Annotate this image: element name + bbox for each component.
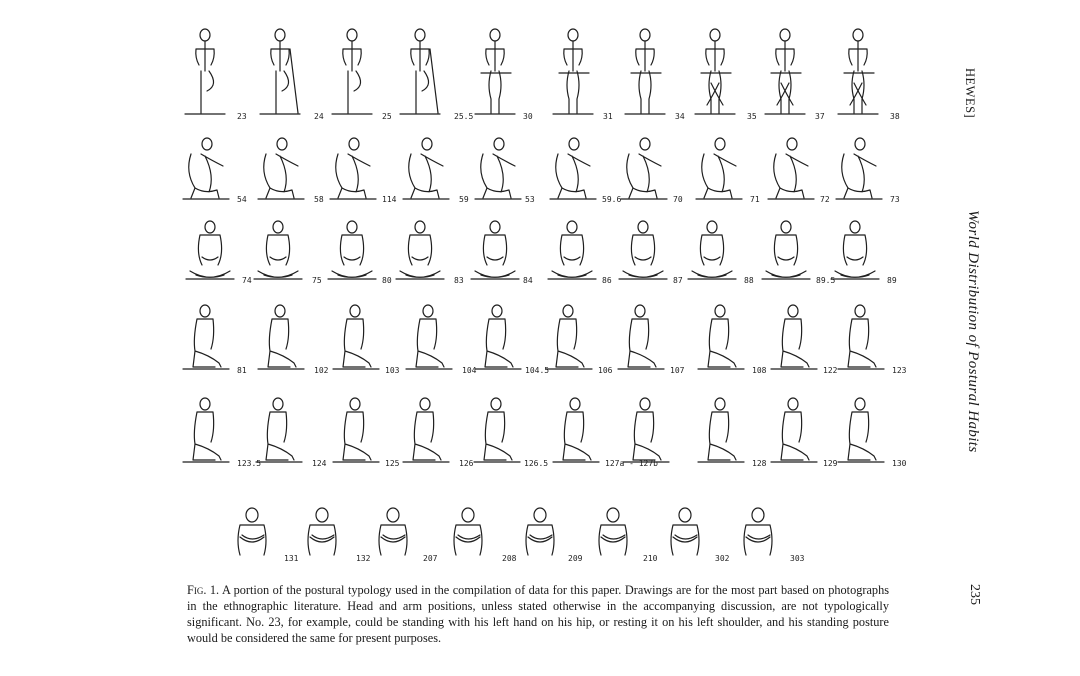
running-head: HEWES] xyxy=(963,68,977,119)
posture-number-label: 75 xyxy=(312,276,322,285)
posture-number-label: 124 xyxy=(312,459,327,468)
posture-drawing xyxy=(332,29,392,121)
posture-number-label: 81 xyxy=(237,366,247,375)
posture-number-label: 70 xyxy=(673,195,683,204)
posture-number-label: 303 xyxy=(790,554,805,563)
caption-text: A portion of the postural typology used in the compilation of data for this paper. Drawings are for the most part based on photographs in the ethnographic literature. Head and arm positions, unless stated otherwise in the accompanying discussion, are not typologically significant. No. 23, for example, could be standing with his left hand on his hip, or resting it on his left shoulder, and his standing posture would be considered the same for present purposes. xyxy=(187,583,889,645)
posture-drawing xyxy=(183,398,261,468)
posture-number-label: 54 xyxy=(237,195,247,204)
posture-number-label: 38 xyxy=(890,112,900,121)
posture-number-label: 207 xyxy=(423,554,438,563)
posture-drawing xyxy=(619,221,683,285)
posture-drawing xyxy=(186,221,252,285)
posture-drawing xyxy=(258,138,324,204)
posture-drawing xyxy=(618,305,685,375)
posture-drawing xyxy=(771,398,838,468)
posture-number-label: 25.5 xyxy=(454,112,474,121)
posture-drawing xyxy=(238,508,299,563)
posture-drawing xyxy=(744,508,805,563)
posture-drawing xyxy=(475,29,533,121)
posture-drawing xyxy=(698,305,767,375)
posture-number-label: 34 xyxy=(675,112,685,121)
page-number: 235 xyxy=(967,584,982,605)
posture-drawing xyxy=(838,398,907,468)
posture-drawing xyxy=(403,398,474,468)
posture-drawing xyxy=(475,305,549,375)
posture-number-label: 86 xyxy=(602,276,612,285)
posture-number-label: 83 xyxy=(454,276,464,285)
posture-drawing xyxy=(474,398,548,468)
posture-number-label: 108 xyxy=(752,366,767,375)
posture-number-label: 104.5 xyxy=(525,366,550,375)
posture-drawing xyxy=(260,29,324,121)
posture-number-label: 89 xyxy=(887,276,897,285)
posture-drawing xyxy=(400,29,473,121)
posture-number-label: 104 xyxy=(462,366,477,375)
posture-drawing xyxy=(183,138,247,204)
posture-number-label: 71 xyxy=(750,195,760,204)
posture-drawing xyxy=(330,138,397,204)
posture-drawing xyxy=(838,305,907,375)
posture-number-label: 30 xyxy=(523,112,533,121)
posture-number-label: 37 xyxy=(815,112,825,121)
posture-drawing xyxy=(599,508,658,563)
posture-number-label: 132 xyxy=(356,554,371,563)
posture-drawing xyxy=(695,29,757,121)
posture-drawing xyxy=(546,305,613,375)
posture-number-label: 58 xyxy=(314,195,324,204)
posture-drawing xyxy=(696,138,760,204)
posture-number-label: 72 xyxy=(820,195,830,204)
posture-drawing xyxy=(333,398,400,468)
posture-drawing xyxy=(762,221,835,285)
posture-drawing xyxy=(454,508,517,563)
posture-number-label: 59.6 xyxy=(602,195,622,204)
posture-number-label: 125 xyxy=(385,459,400,468)
posture-number-label: 24 xyxy=(314,112,324,121)
posture-number-label: 31 xyxy=(603,112,613,121)
posture-drawing xyxy=(396,221,464,285)
posture-drawing xyxy=(768,138,830,204)
posture-drawing xyxy=(765,29,825,121)
posture-drawing xyxy=(258,305,329,375)
posture-number-label: 53 xyxy=(525,195,535,204)
posture-number-label: 126 xyxy=(459,459,474,468)
posture-number-label: 102 xyxy=(314,366,329,375)
posture-drawing xyxy=(623,398,669,462)
running-title: World Distribution of Postural Habits xyxy=(965,210,981,453)
posture-number-label: 74 xyxy=(242,276,252,285)
posture-number-label: 73 xyxy=(890,195,900,204)
posture-number-label: 210 xyxy=(643,554,658,563)
posture-number-label: 103 xyxy=(385,366,400,375)
posture-drawing xyxy=(548,221,612,285)
posture-drawing xyxy=(625,29,685,121)
posture-drawing xyxy=(471,221,533,285)
posture-number-label: 128 xyxy=(752,459,767,468)
posture-number-label: 126.5 xyxy=(524,459,549,468)
posture-number-label: 131 xyxy=(284,554,299,563)
posture-drawing xyxy=(621,138,683,204)
posture-drawing xyxy=(403,138,469,204)
posture-drawing xyxy=(838,29,900,121)
posture-drawing xyxy=(256,398,327,468)
posture-number-label: 23 xyxy=(237,112,247,121)
posture-drawing xyxy=(836,138,900,204)
posture-number-label: 35 xyxy=(747,112,757,121)
posture-number-label: 129 xyxy=(823,459,838,468)
posture-drawing xyxy=(406,305,477,375)
posture-number-label: 80 xyxy=(382,276,392,285)
posture-drawing xyxy=(553,29,613,121)
posture-number-label: 123 xyxy=(892,366,907,375)
posture-number-label: 209 xyxy=(568,554,583,563)
posture-drawing xyxy=(333,305,400,375)
posture-drawing xyxy=(185,29,247,121)
posture-number-label: 114 xyxy=(382,195,397,204)
posture-drawing xyxy=(526,508,583,563)
posture-drawing xyxy=(475,138,535,204)
posture-number-label: 84 xyxy=(523,276,533,285)
posture-number-label: 107 xyxy=(670,366,685,375)
posture-drawing xyxy=(698,398,767,468)
posture-number-label: 25 xyxy=(382,112,392,121)
posture-number-label: 122 xyxy=(823,366,838,375)
posture-drawing xyxy=(671,508,730,563)
posture-number-label: 130 xyxy=(892,459,907,468)
posture-drawing xyxy=(831,221,897,285)
posture-number-label: 106 xyxy=(598,366,613,375)
posture-drawing xyxy=(254,221,322,285)
posture-number-label: 89.5 xyxy=(816,276,836,285)
posture-number-label: 208 xyxy=(502,554,517,563)
posture-number-label: 59 xyxy=(459,195,469,204)
figure-caption xyxy=(187,582,889,646)
posture-number-label: 302 xyxy=(715,554,730,563)
posture-drawing xyxy=(308,508,371,563)
posture-drawing xyxy=(183,305,247,375)
posture-drawing xyxy=(379,508,438,563)
figure-number: Fig. 1. xyxy=(187,583,220,597)
posture-number-label: 88 xyxy=(744,276,754,285)
posture-drawing xyxy=(328,221,392,285)
posture-number-label: 127a - 127b xyxy=(605,459,658,468)
posture-number-label: 87 xyxy=(673,276,683,285)
posture-drawing xyxy=(771,305,838,375)
posture-drawing xyxy=(550,138,621,204)
posture-number-label: 123.5 xyxy=(237,459,262,468)
posture-drawing xyxy=(688,221,754,285)
